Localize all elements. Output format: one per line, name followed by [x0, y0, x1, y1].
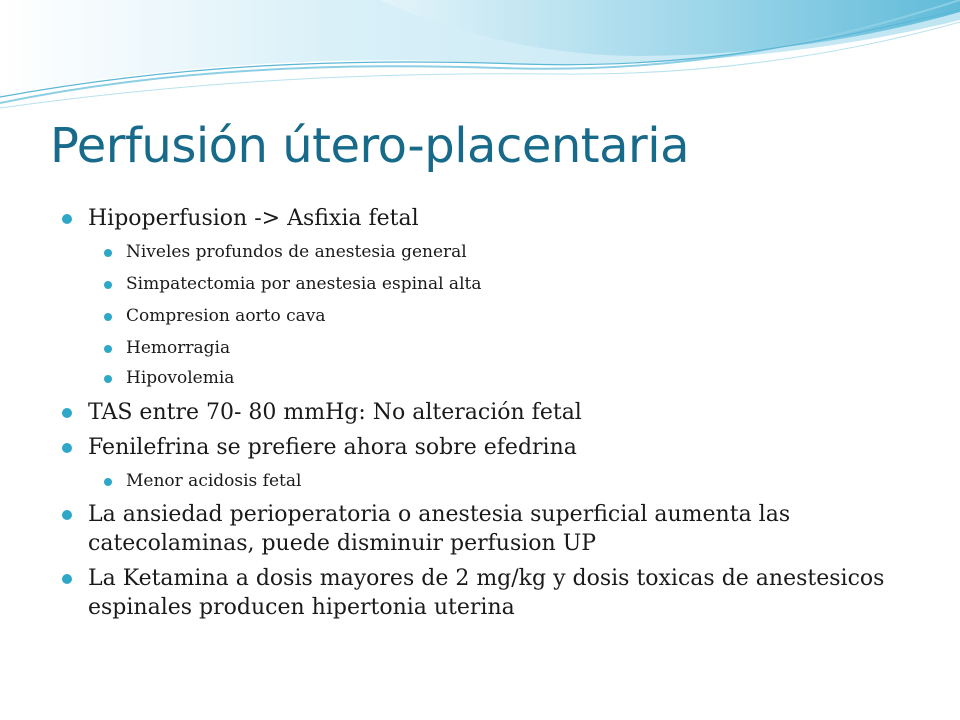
list-item-text: Hemorragia	[126, 338, 231, 358]
list-item	[62, 337, 932, 359]
list-item-text: Hipoperfusion -> Asfixia fetal	[88, 206, 419, 231]
list-item-text: La Ketamina a dosis mayores de 2 mg/kg y dosis toxicas de anestesicos espinales producen hipertonia uterina	[88, 566, 885, 620]
list-item	[62, 564, 932, 622]
list-item-text: TAS entre 70- 80 mmHg: No alteración fetal	[88, 400, 582, 425]
bullet-dot-icon	[104, 345, 112, 353]
list-item-text: Niveles profundos de anestesia general	[126, 242, 467, 262]
bullet-dot-icon	[104, 375, 112, 383]
bullet-dot-icon	[62, 443, 72, 453]
slide-title: Perfusión útero-placentaria	[50, 118, 690, 174]
bullet-dot-icon	[62, 510, 72, 520]
bullet-dot-icon	[62, 214, 72, 224]
list-item	[62, 273, 932, 295]
list-item	[62, 367, 932, 389]
list-item-text: Hipovolemia	[126, 368, 235, 388]
list-item	[62, 204, 932, 233]
list-item	[62, 398, 932, 427]
list-item-text: Menor acidosis fetal	[126, 471, 302, 491]
bullet-dot-icon	[104, 249, 112, 257]
list-item-text: Fenilefrina se prefiere ahora sobre efedrina	[88, 435, 577, 460]
list-item	[62, 241, 932, 263]
list-item-text: La ansiedad perioperatoria o anestesia superficial aumenta las catecolaminas, puede disminuir perfusion UP	[88, 502, 791, 556]
header-wave-decoration	[0, 0, 960, 130]
bullet-dot-icon	[104, 281, 112, 289]
bullet-dot-icon	[104, 313, 112, 321]
list-item	[62, 500, 932, 558]
bullet-dot-icon	[62, 574, 72, 584]
bullet-list	[62, 200, 932, 622]
list-item	[62, 433, 932, 462]
bullet-dot-icon	[104, 478, 112, 486]
list-item	[62, 305, 932, 327]
list-item-text: Compresion aorto cava	[126, 306, 326, 326]
bullet-dot-icon	[62, 408, 72, 418]
list-item-text: Simpatectomia por anestesia espinal alta	[126, 274, 482, 294]
list-item	[62, 470, 932, 492]
